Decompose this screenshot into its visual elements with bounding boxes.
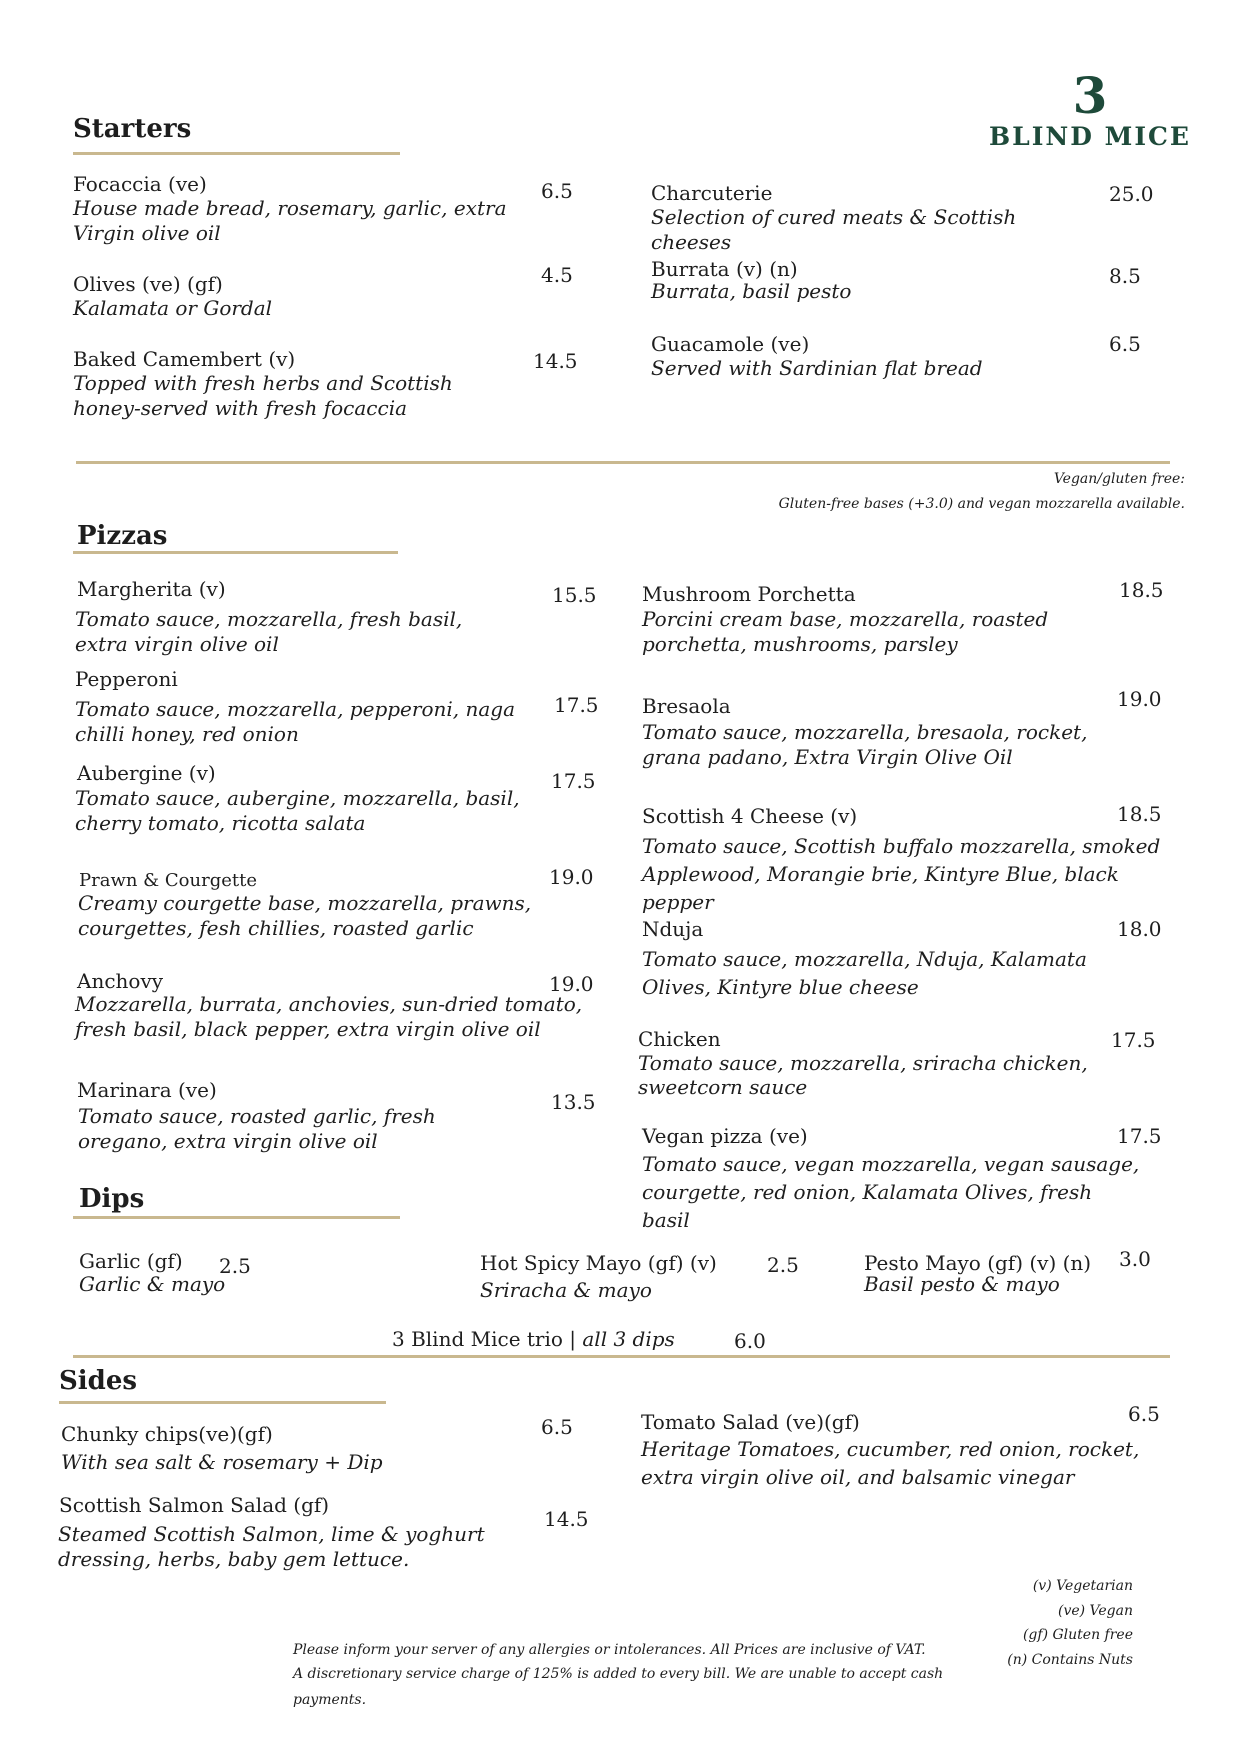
item-price: 25.0 bbox=[1109, 182, 1154, 206]
dips-heading: Dips bbox=[79, 1184, 145, 1214]
item-name: Prawn & Courgette bbox=[79, 870, 258, 891]
item-description: Tomato sauce, roasted garlic, fresh oregano, extra virgin olive oil bbox=[78, 1104, 436, 1153]
item-price: 17.5 bbox=[1111, 1028, 1156, 1052]
dip-trio bbox=[392, 1326, 675, 1352]
item-name: Focaccia (ve) bbox=[73, 172, 207, 196]
item-name: Tomato Salad (ve)(gf) bbox=[641, 1410, 860, 1434]
legend-gluten-free: (gf) Gluten free bbox=[1022, 1627, 1133, 1643]
dietary-legend bbox=[1007, 1574, 1133, 1672]
item-name: Pepperoni bbox=[75, 667, 178, 691]
item-description: Porcini cream base, mozzarella, roasted porchetta, mushrooms, parsley bbox=[642, 607, 1049, 656]
item-description: Served with Sardinian flat bread bbox=[651, 356, 983, 380]
item-price: 17.5 bbox=[554, 693, 599, 717]
item-price: 15.5 bbox=[552, 583, 597, 607]
item-description: With sea salt & rosemary + Dip bbox=[61, 1450, 383, 1474]
brand-logo bbox=[985, 66, 1195, 156]
logo-number: 3 bbox=[1072, 66, 1108, 125]
item-description: Sriracha & mayo bbox=[480, 1278, 652, 1302]
item-price: 4.5 bbox=[541, 263, 573, 287]
dip-trio-desc: all 3 dips bbox=[582, 1327, 675, 1351]
item-price: 6.5 bbox=[1128, 1402, 1160, 1426]
item-price: 19.0 bbox=[1117, 687, 1162, 711]
item-name: Pesto Mayo (gf) (v) (n) bbox=[864, 1251, 1092, 1275]
footer-allergy-note: Please inform your server of any allergies or intolerances. All Prices are inclusive of VAT. bbox=[293, 1642, 926, 1658]
item-price: 6.5 bbox=[1109, 332, 1141, 356]
item-price: 2.5 bbox=[767, 1253, 799, 1277]
item-description: Tomato sauce, vegan mozzarella, vegan sausage, courgette, red onion, Kalamata Olives, fresh basil bbox=[642, 1152, 1140, 1232]
item-name: Guacamole (ve) bbox=[651, 332, 810, 356]
item-name: Vegan pizza (ve) bbox=[642, 1124, 808, 1148]
vegan-note-title: Vegan/gluten free: bbox=[1053, 471, 1185, 487]
starters-heading-rule bbox=[73, 152, 400, 155]
item-description: Creamy courgette base, mozzarella, prawns, courgettes, fesh chillies, roasted garlic bbox=[78, 891, 532, 940]
item-price: 14.5 bbox=[533, 349, 578, 373]
item-description: Tomato sauce, aubergine, mozzarella, basil, cherry tomato, ricotta salata bbox=[75, 786, 520, 835]
item-price: 17.5 bbox=[1117, 1124, 1162, 1148]
item-price: 2.5 bbox=[219, 1254, 251, 1278]
item-price: 19.0 bbox=[549, 972, 594, 996]
footer-service-note: A discretionary service charge of 125% is added to every bill. We are unable to accept cash bbox=[293, 1666, 944, 1682]
item-price: 17.5 bbox=[551, 769, 596, 793]
item-description: Garlic & mayo bbox=[79, 1272, 226, 1296]
item-name: Marinara (ve) bbox=[77, 1078, 217, 1102]
dips-heading-rule bbox=[73, 1216, 400, 1219]
item-description: Steamed Scottish Salmon, lime & yoghurt dressing, herbs, baby gem lettuce. bbox=[58, 1522, 485, 1571]
legend-vegetarian: (v) Vegetarian bbox=[1032, 1578, 1133, 1594]
pizzas-heading-rule bbox=[73, 551, 398, 554]
sides-heading: Sides bbox=[59, 1366, 138, 1396]
item-price: 6.5 bbox=[541, 1415, 573, 1439]
legend-vegan: (ve) Vegan bbox=[1057, 1602, 1133, 1619]
item-price: 18.5 bbox=[1119, 578, 1164, 602]
item-name: Hot Spicy Mayo (gf) (v) bbox=[480, 1251, 717, 1275]
item-description: Heritage Tomatoes, cucumber, red onion, rocket, extra virgin olive oil, and balsamic vinegar bbox=[641, 1437, 1140, 1489]
item-description: Tomato sauce, mozzarella, fresh basil, extra virgin olive oil bbox=[75, 607, 463, 656]
pizzas-heading: Pizzas bbox=[77, 521, 168, 551]
item-description: Burrata, basil pesto bbox=[651, 279, 852, 303]
item-name: Bresaola bbox=[642, 694, 731, 718]
item-description: Tomato sauce, mozzarella, bresaola, rocket, grana padano, Extra Virgin Olive Oil bbox=[642, 720, 1088, 769]
item-price: 18.5 bbox=[1117, 802, 1162, 826]
dip-trio-price: 6.0 bbox=[734, 1329, 766, 1353]
vegan-note-text: Gluten-free bases (+3.0) and vegan mozzarella available. bbox=[778, 496, 1185, 512]
item-price: 14.5 bbox=[544, 1507, 589, 1531]
item-description: Topped with fresh herbs and Scottish honey-served with fresh focaccia bbox=[73, 371, 453, 420]
item-name: Anchovy bbox=[77, 969, 164, 993]
sides-heading-rule bbox=[59, 1401, 386, 1404]
item-name: Margherita (v) bbox=[77, 577, 226, 601]
item-description: Mozzarella, burrata, anchovies, sun-dried tomato, fresh basil, black pepper, extra virgin olive oil bbox=[75, 992, 583, 1041]
item-name: Garlic (gf) bbox=[79, 1249, 183, 1273]
item-price: 18.0 bbox=[1117, 917, 1162, 941]
item-price: 8.5 bbox=[1109, 264, 1141, 288]
item-name: Aubergine (v) bbox=[77, 761, 216, 785]
item-description: Tomato sauce, mozzarella, pepperoni, naga chilli honey, red onion bbox=[75, 697, 516, 746]
starters-heading: Starters bbox=[73, 114, 192, 144]
item-name: Scottish Salmon Salad (gf) bbox=[59, 1493, 330, 1517]
section-divider bbox=[73, 1355, 1170, 1358]
item-price: 3.0 bbox=[1119, 1247, 1151, 1271]
item-name: Chunky chips(ve)(gf) bbox=[61, 1422, 273, 1446]
item-description: Tomato sauce, Scottish buffalo mozzarella, smoked Applewood, Morangie brie, Kintyre Blue, black pepper bbox=[642, 834, 1161, 914]
section-divider bbox=[76, 461, 1170, 464]
item-name: Scottish 4 Cheese (v) bbox=[642, 804, 858, 828]
item-description: Tomato sauce, mozzarella, sriracha chicken, sweetcorn sauce bbox=[638, 1051, 1088, 1099]
item-price: 19.0 bbox=[549, 865, 594, 889]
item-description: Tomato sauce, mozzarella, Nduja, Kalamata Olives, Kintyre blue cheese bbox=[642, 947, 1087, 999]
logo-text: BLIND MICE bbox=[989, 122, 1191, 151]
item-name: Mushroom Porchetta bbox=[642, 582, 856, 606]
footer-payment-note: payments. bbox=[293, 1692, 367, 1708]
item-name: Burrata (v) (n) bbox=[651, 257, 798, 281]
item-description: Basil pesto & mayo bbox=[864, 1272, 1060, 1296]
item-description: Kalamata or Gordal bbox=[73, 296, 273, 320]
legend-contains-nuts: (n) Contains Nuts bbox=[1007, 1651, 1133, 1668]
item-description: House made bread, rosemary, garlic, extra Virgin olive oil bbox=[73, 196, 507, 245]
item-name: Charcuterie bbox=[651, 181, 773, 205]
item-name: Baked Camembert (v) bbox=[73, 347, 296, 371]
item-name: Nduja bbox=[642, 917, 704, 941]
item-name: Olives (ve) (gf) bbox=[73, 272, 223, 296]
item-price: 13.5 bbox=[551, 1090, 596, 1114]
item-price: 6.5 bbox=[541, 179, 573, 203]
dip-trio-name: 3 Blind Mice trio | bbox=[392, 1327, 583, 1351]
item-name: Chicken bbox=[638, 1027, 721, 1051]
item-description: Selection of cured meats & Scottish cheeses bbox=[651, 205, 1017, 254]
